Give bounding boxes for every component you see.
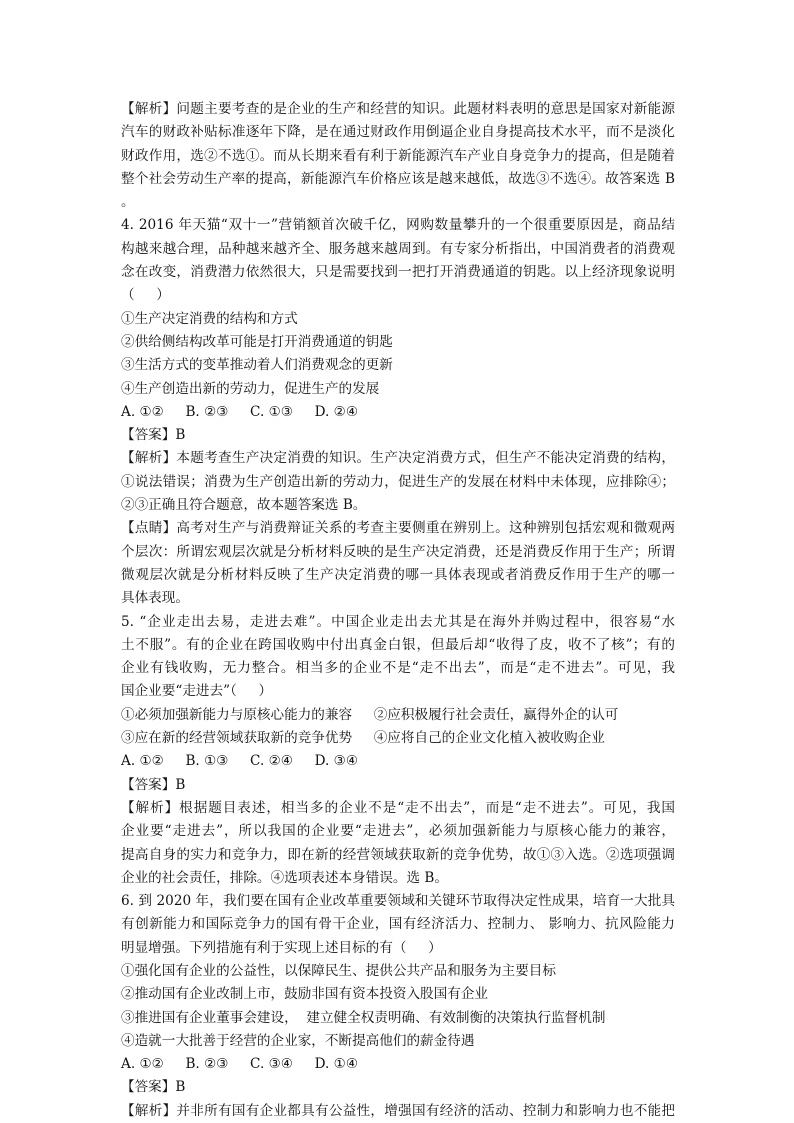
text-line: 有创新能力和国际竞争力的国有骨干企业，国有经济活力、控制力、 影响力、抗风险能力 (121, 916, 675, 933)
answer-options: A. ①② B. ②③ C. ①③ D. ②④ (121, 403, 359, 420)
statement-item: ③生活方式的变革推动着人们消费观念的更新 (121, 357, 393, 374)
text-line: 【解析】问题主要考查的是企业的生产和经营的知识。此题材料表明的意思是国家对新能源 (121, 101, 675, 117)
text-line: 汽车的财政补贴标准逐年下降，是在通过财政作用倒逼企业自身提高技术水平，而不是淡化 (121, 124, 675, 141)
answer-options: A. ①② B. ②③ C. ③④ D. ①④ (121, 1056, 359, 1073)
statement-item: ③应在新的经营领域获取新的竞争优势 ④应将自己的企业文化植入被收购企业 (121, 730, 605, 747)
statement-item: ②推动国有企业改制上市，鼓励非国有资本投资入股国有企业 (121, 986, 489, 1003)
statement-item: ④生产创造出新的劳动力，促进生产的发展 (121, 380, 380, 397)
statement-item: ①必须加强新能力与原核心能力的兼容 ②应积极履行社会责任，赢得外企的认可 (121, 706, 619, 723)
text-line: 国企业要“走进去”（ ） (121, 683, 273, 700)
tip-text: 个层次：所谓宏观层次就是分析材料反映的是生产决定消费，还是消费反作用于生产；所谓 (121, 543, 675, 560)
text-line: 。 (121, 194, 135, 211)
document-body (121, 98, 675, 1123)
text-line: 构越来越合理，品种越来越齐全、服务越来越周到。有专家分析指出，中国消费者的消费观 (121, 240, 675, 257)
text-line: 企业有钱收购，无力整合。相当多的企业不是“走不出去”，而是“走不进去”。可见，我 (121, 660, 675, 677)
question-5-stem: 5. “企业走出去易，走进去难”。中国企业走出去尤其是在海外并购过程中，很容易“水 (121, 613, 675, 630)
statement-item: ③推进国有企业董事会建设， 建立健全权责明确、有效制衡的决策执行监督机制 (121, 1009, 606, 1026)
analysis-text: 企业要“走进去”，所以我国的企业要“走进去”，必须加强新能力与原核心能力的兼容， (121, 823, 675, 840)
question-4-stem: 4. 2016 年天猫“双十一”营销额首次破千亿，网购数量攀升的一个很重要原因是，商品结 (121, 217, 675, 234)
text-line: 念在改变，消费潜力依然很大，只是需要找到一把打开消费通道的钥匙。以上经济现象说明 (121, 264, 675, 281)
tip-text: 【点睛】高考对生产与消费辩证关系的考查主要侧重在辨别上。这种辨别包括宏观和微观两 (121, 520, 675, 537)
answer-label: 【答案】B (121, 776, 186, 793)
tip-text: 微观层次就是分析材料反映了生产决定消费的哪一具体表现或者消费反作用于生产的哪一 (121, 566, 675, 583)
text-line: 整个社会劳动生产率的提高，新能源汽车价格应该是越来越低，故选③不选④。故答案选 B (121, 170, 675, 187)
analysis-text: 【解析】并非所有国有企业都具有公益性，增强国有经济的活动、控制力和影响力也不能把 (121, 1102, 675, 1119)
answer-options: A. ①② B. ①③ C. ②④ D. ③④ (121, 753, 359, 770)
analysis-text: 【解析】本题考查生产决定消费的知识。生产决定消费方式，但生产不能决定消费的结构， (121, 450, 675, 467)
tip-text: 具体表现。 (121, 590, 189, 607)
text-line: 财政作用，选②不选①。而从长期来看有利于新能源汽车产业自身竞争力的提高，但是随着 (121, 147, 675, 164)
analysis-text: 【解析】根据题目表述，相当多的企业不是“走不出去”，而是“走不进去”。可见，我国 (121, 799, 675, 816)
statement-item: ④造就一大批善于经营的企业家，不断提高他们的薪金待遇 (121, 1032, 475, 1049)
answer-label: 【答案】B (121, 427, 186, 444)
analysis-text: 企业的社会责任，排除。④选项表述本身错误。选 B。 (121, 869, 448, 886)
statement-item: ②供给侧结构改革可能是打开消费通道的钥匙 (121, 333, 393, 350)
analysis-text: ②③正确且符合题意，故本题答案选 B。 (121, 497, 367, 514)
analysis-text: ①说法错误；消费为生产创造出新的劳动力，促进生产的发展在材料中未体现，应排除④； (121, 473, 675, 490)
text-line: 土不服”。有的企业在跨国收购中付出真金白银，但最后却“收得了皮，收不了核”；有的 (121, 636, 675, 653)
text-line: 明显增强。下列措施有利于实现上述目标的有（ ） (121, 939, 442, 956)
analysis-text: 提高自身的实力和竞争力，即在新的经营领域获取新的竞争优势，故①③入选。②选项强调 (121, 846, 675, 863)
statement-item: ①生产决定消费的结构和方式 (121, 310, 298, 327)
answer-label: 【答案】B (121, 1079, 186, 1096)
answer-blank: （ ） (121, 287, 170, 304)
statement-item: ①强化国有企业的公益性，以保障民生、提供公共产品和服务为主要目标 (121, 962, 556, 979)
question-6-stem: 6. 到 2020 年，我们要在国有企业改革重要领域和关键环节取得决定性成果，培育一大批具 (121, 893, 675, 910)
